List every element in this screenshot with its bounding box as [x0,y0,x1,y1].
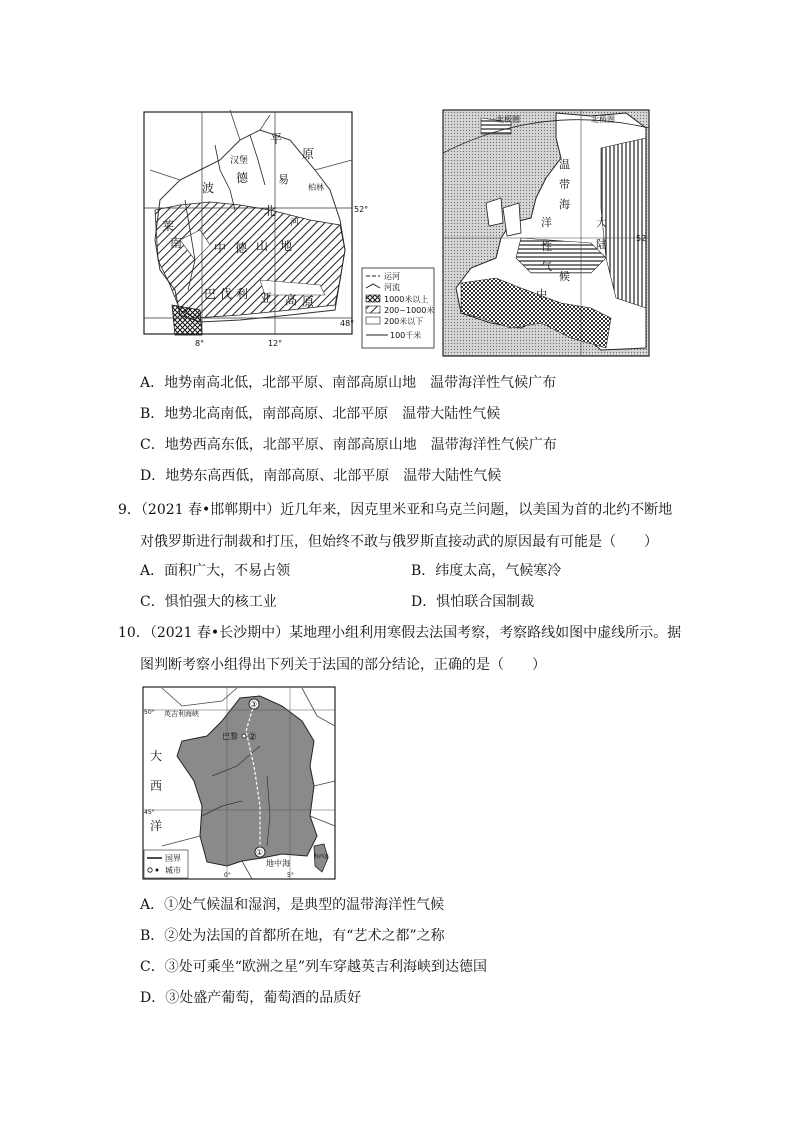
label-xing: 性 [541,240,552,253]
label-yi: 易 [278,173,289,186]
q10-option-d[interactable]: D．③处盛产葡萄，葡萄酒的品质好 [140,990,362,1006]
q8-option-c[interactable]: C．地势西高东低，北部平原、南部高原山地 温带海洋性气候广布 [140,437,557,453]
legend-200: 200米以下 [384,317,424,326]
france-map-legend [144,850,188,878]
label-wen: 温 [559,158,570,171]
label-bo: 波 [202,181,215,195]
legend-river: 河流 [384,283,400,292]
label-arctic-circle: 北极圈 [496,115,520,124]
legend-200-1000: 200~1000米 [384,306,435,315]
label-lon5: 5° [287,872,294,879]
question-9-stem [118,494,672,558]
label-he: 河 [290,218,300,228]
q8-option-b[interactable]: B．地势北高南低，南部高原、北部平原 温带大陆性气候 [140,406,501,422]
label-lon0: 0° [224,872,231,879]
label-yang: 洋 [150,819,163,833]
label-qi: 气 [541,260,552,273]
q10-option-b[interactable]: B．②处为法国的首都所在地，有“艺术之都”之称 [140,928,445,944]
label-yuan2: 原 [302,295,315,309]
q10-stem-line-2: 图判断考察小组得出下列关于法国的部分结论，正确的是（ ） [140,657,546,673]
label-lat48: 48° [340,319,355,328]
q9-option-b[interactable]: B．纬度太高，气候寒冷 [411,563,562,579]
legend-scale: 100千米 [390,331,422,340]
label-hai: 海 [559,198,570,211]
france-map-svg [142,686,336,880]
label-nan: 南 [170,236,183,250]
europe-climate-map [441,108,651,360]
label-hou: 候 [559,270,570,283]
q10-stem-line-1: 10．（2021 春•长沙期中）某地理小组利用寒假去法国考察，考察路线如图中虚线所示。据 [118,625,682,641]
germany-map-svg [140,110,436,355]
q10-option-c[interactable]: C．③处可乘坐“欧洲之星”列车穿越英吉利海峡到达德国 [140,959,488,975]
label-corsica: 科西嘉 [314,854,330,860]
label-gao: 高 [285,293,298,307]
q9-stem-line-2: 对俄罗斯进行制裁和打压，但始终不敢与俄罗斯直接动武的原因最有可能是（ ） [140,534,658,550]
legend-1000: 1000米以上 [384,295,429,304]
label-lat52: 52° [354,205,369,214]
label-lat50: 50° [144,709,155,716]
germany-map-legend [362,268,434,348]
q9-option-d[interactable]: D．惧怕联合国制裁 [411,594,535,610]
france-route-map [142,686,336,880]
label-circle-3: ③ [250,700,258,709]
label-dizhonghai: 地中海 [266,859,290,868]
label-zhong: 中 [536,288,547,301]
label-li: 利 [236,287,249,301]
label-dai: 带 [559,178,570,191]
q9-option-a[interactable]: A．面积广大，不易占领 [140,563,291,579]
label-lon12: 12° [268,339,283,348]
label-lon8: 8° [195,339,205,348]
label-de: 德 [236,171,249,185]
label-bolin: 柏林 [308,183,324,192]
label-de2: 德 [235,241,248,255]
label-ya: 亚 [260,291,273,305]
label-yingjili: 英吉利海峡 [164,710,199,718]
germany-terrain-map [140,110,436,355]
label-lat45: 45° [144,809,155,816]
label-lat52-europe: 52 [636,234,647,243]
label-fa: 伐 [220,287,233,301]
label-yuan: 原 [302,147,315,161]
q8-option-a[interactable]: A．地势南高北低，北部平原、南部高原山地 温带海洋性气候广布 [140,375,557,391]
label-zhong: 中 [214,241,227,255]
label-lai: 莱 [162,219,175,233]
label-shan: 山 [256,239,269,253]
label-lu: 陆 [596,238,607,251]
label-ba: 巴 [204,287,217,301]
legend-border: 国界 [165,854,181,863]
label-bei: 北 [264,204,277,218]
label-da: 大 [596,216,607,229]
label-xi: 西 [150,779,163,793]
label-arctic-circle-2: 北极圈 [591,115,615,124]
question-10-stem [118,617,681,681]
q9-option-c[interactable]: C．惧怕强大的核工业 [140,594,277,610]
label-bali: 巴黎 [222,732,238,741]
legend-canal: 运河 [384,272,400,281]
label-da: 大 [150,749,163,763]
label-circle-1: ① [256,848,264,857]
q10-option-a[interactable]: A．①处气候温和湿润，是典型的温带海洋性气候 [140,897,445,913]
label-hanbao: 汉堡 [230,156,249,166]
label-circle-2: ② [248,732,257,743]
q8-option-d[interactable]: D．地势东高西低，南部高原、北部平原 温带大陆性气候 [140,468,502,484]
q9-stem-line-1: 9．（2021 春•邯郸期中）近几年来，因克里米亚和乌克兰问题，以美国为首的北约不断地 [118,502,673,518]
legend-city: 城市 [165,866,181,875]
label-yang: 洋 [541,216,552,229]
label-di: 地 [280,239,293,253]
label-ping: 平 [270,132,283,146]
europe-map-svg [441,108,651,360]
